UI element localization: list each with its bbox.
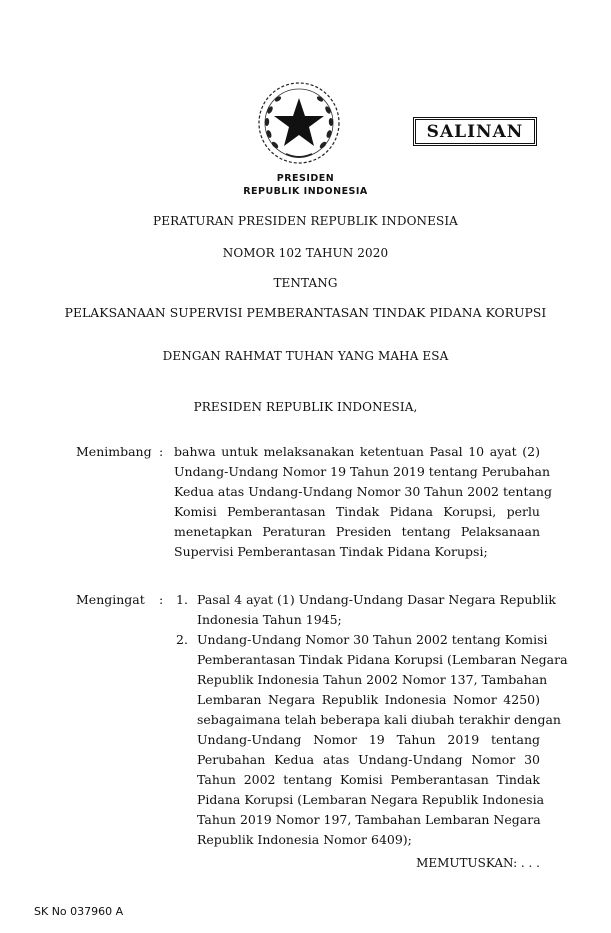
salinan-stamp: SALINAN — [413, 117, 537, 146]
mengingat-item-line: Undang-Undang Nomor 19 Tahun 2019 tentang — [197, 732, 540, 747]
menimbang-line: Supervisi Pemberantasan Tindak Pidana Korupsi; — [174, 544, 488, 559]
mengingat-item-line: Pasal 4 ayat (1) Undang-Undang Dasar Negara Republik — [197, 592, 557, 607]
menimbang-colon: : — [159, 444, 164, 459]
regulation-about: TENTANG — [273, 276, 338, 290]
mengingat-item-line: Tahun 2002 tentang Komisi Pemberantasan Tindak — [197, 772, 540, 787]
menimbang-line: Undang-Undang Nomor 19 Tahun 2019 tentang Perubahan — [174, 464, 551, 479]
mengingat-item-line: Republik Indonesia Tahun 2002 Nomor 137, Tambahan — [197, 672, 548, 687]
mengingat-item-line: sebagaimana telah beberapa kali diubah terakhir dengan — [197, 712, 561, 727]
letterhead-republik: REPUBLIK INDONESIA — [243, 186, 368, 197]
mengingat-item-line: Lembaran Negara Republik Indonesia Nomor 4250) — [197, 692, 540, 707]
mengingat-item-line: Indonesia Tahun 1945; — [197, 612, 342, 627]
mengingat-item-line: Pidana Korupsi (Lembaran Negara Republik Indonesia — [197, 792, 545, 807]
regulation-grace: DENGAN RAHMAT TUHAN YANG MAHA ESA — [162, 349, 449, 363]
regulation-title: PERATURAN PRESIDEN REPUBLIK INDONESIA — [153, 214, 458, 228]
regulation-subject: PELAKSANAAN SUPERVISI PEMBERANTASAN TINDAK PIDANA KORUPSI — [64, 306, 547, 320]
menimbang-line: Komisi Pemberantasan Tindak Pidana Korupsi, perlu — [174, 504, 540, 519]
mengingat-item-line: Undang-Undang Nomor 30 Tahun 2002 tentang Komisi — [197, 632, 548, 647]
footer-document-code: SK No 037960 A — [34, 905, 124, 918]
menimbang-line: Kedua atas Undang-Undang Nomor 30 Tahun 2002 tentang — [174, 484, 552, 499]
mengingat-item-line: Republik Indonesia Nomor 6409); — [197, 832, 412, 847]
mengingat-item-number: 2. — [176, 632, 188, 647]
mengingat-label: Mengingat — [76, 592, 145, 607]
menimbang-line: bahwa untuk melaksanakan ketentuan Pasal 10 ayat (2) — [174, 444, 540, 459]
regulation-number: NOMOR 102 TAHUN 2020 — [222, 246, 389, 260]
mengingat-item-number: 1. — [176, 592, 188, 607]
mengingat-colon: : — [159, 592, 164, 607]
menimbang-line: menetapkan Peraturan Presiden tentang Pelaksanaan — [174, 524, 540, 539]
mengingat-item-line: Tahun 2019 Nomor 197, Tambahan Lembaran Negara — [197, 812, 541, 827]
presidential-emblem-icon — [256, 80, 342, 166]
menimbang-label: Menimbang — [76, 444, 152, 459]
mengingat-item-line: Pemberantasan Tindak Pidana Korupsi (Lembaran Negara — [197, 652, 568, 667]
mengingat-item-line: Perubahan Kedua atas Undang-Undang Nomor 30 — [197, 752, 540, 767]
continuation-marker: MEMUTUSKAN: . . . — [416, 856, 540, 870]
regulation-issuer: PRESIDEN REPUBLIK INDONESIA, — [193, 400, 418, 414]
letterhead-presiden: PRESIDEN — [276, 173, 335, 184]
